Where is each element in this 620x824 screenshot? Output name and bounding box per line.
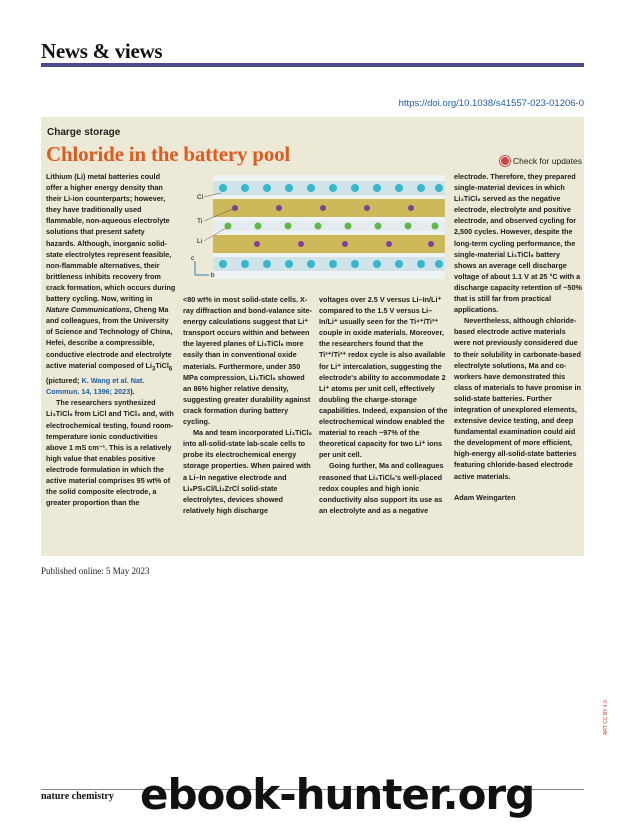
col2-paragraph-1: <80 wt% in most solid-state cells. X-ray diffraction and bond-valance site-energy calculations suggest that Li⁺ transport occurs within and between the layered planes of Li₃TiCl₆ more easily than in conventional oxide materials. Furthermore, under 350 MPa compression, Li₃TiCl₆ showed an 86% higher relative density, suggesting greater durability against crack formation during battery cycling. [183, 295, 312, 427]
article-column-3 [319, 294, 449, 516]
axis-c-label: c [191, 255, 195, 262]
doi-link[interactable]: https://doi.org/10.1038/s41557-023-01206-0 [398, 98, 584, 109]
col1-text-a: Lithium (Li) metal batteries could offer a higher energy density than their Li-ion counterparts; however, they have traditionally used flammable, non-aqueous electrolyte solutions that present safety hazards. Although, inorganic solid-state electrolytes represent feasible, non-flammable alternatives, their brittleness inhibits recovery from crack formation, which occurs during battery cycling. Now, writing in [46, 172, 176, 304]
article-column-2 [183, 294, 313, 516]
section-label: News & views [41, 39, 163, 63]
col1-text-b: , Cheng Ma and colleagues, from the University of Science and Technology of China, Hefei, describe a compressible, conductive electrode and electrolyte active material composed of Li [46, 305, 173, 370]
published-date: Published online: 5 May 2023 [41, 566, 150, 576]
article-title: Chloride in the battery pool [46, 142, 291, 166]
col3-paragraph-2: Going further, Ma and colleagues reasoned that Li₃TiCl₆'s well-placed redox couples and high ionic conductivity also support its use as an electrolyte and as a negative [319, 461, 444, 515]
cl-label: Cl [197, 194, 204, 201]
check-updates-icon [500, 156, 510, 166]
col2-paragraph-2: Ma and team incorporated Li₃TiCl₆ into all-solid-state lab-scale cells to probe its electrochemical energy storage properties. When paired with a Li–In negative electrode and Li₆PS₅Cl/Li₂ZrCl solid-state electrolytes, devices showed relatively high discharge [183, 428, 312, 515]
article-column-4 [454, 171, 584, 503]
cl-layer-top [213, 181, 445, 195]
ti-label: Ti [197, 218, 203, 225]
col1-text-d: (pictured; [46, 376, 82, 386]
check-updates-button[interactable] [500, 156, 582, 166]
article-column-1: Lithium (Li) metal batteries could offer a higher energy density than their Li-ion counterparts; however, they have traditionally used flammable, non-aqueous electrolyte solutions that present safety hazards. Although, inorganic solid-state electrolytes represent feasible, non-flammable alternatives, their brittleness inhibits recovery from crack formation, which occurs during battery cycling. Now, writing in Nature Communications, Cheng Ma and colleagues, from the University of Science and Technology of China, Hefei, describe a compressible, conductive electrode and electrolyte active material composed of $Li_3TiCl_6$ (pictured; K. Wang et al. Nat. Commun. 14, 1396; 2023). The researchers synthesized Li₃TiCl₆ from LiCl and TiCl₃ and, with electrochemical testing, found room-temperature ionic conductivities above 1 mS cm⁻¹. This is a relatively high value that enables positive electrode formulation in which the active material comprises 95 wt% of the solid composite electrode, a greater proportion than the [46, 172, 176, 508]
col1-paragraph-2: The researchers synthesized Li₃TiCl₆ from LiCl and TiCl₃ and, with electrochemical testing, found room-temperature ionic conductivities above 1 mS cm⁻¹. This is a relatively high value that enables positive electrode formulation in which the active material comprises 95 wt% of the solid composite electrode, a greater proportion than the [46, 398, 174, 508]
ti-layer-upper [213, 199, 445, 217]
col1-text-c: TiCl [155, 360, 169, 370]
journal-name: nature chemistry [41, 791, 114, 802]
crystal-structure-image [183, 171, 449, 282]
axis-b-label: b [211, 272, 215, 279]
watermark: ebook-hunter.org [140, 770, 535, 819]
crystal-structure-figure [183, 171, 449, 282]
col4-paragraph-2: Nevertheless, although chloride-based electrode active materials were not previously considered due to their solubility in carbonate-based electrolyte solutions, Ma and co-workers have demonstrated this class of materials to have promise in solid-state batteries. Further integration of unexplored elements, extensive device testing, and deep fundamental examination could aid the development of more efficient, high-energy all-solid-state batteries featuring chloride-based electrode active materials. [454, 316, 581, 481]
col4-paragraph-1: electrode. Therefore, they prepared single-material devices in which Li₃TiCl₆ served as the negative electrode, electrolyte and positive electrode, and observed cycling for 2,500 cycles. However, despite the long-term cycling performance, the single-material Li₃TiCl₆ battery shows an average cell discharge voltage of about 1.1 V at 25 °C with a discharge capacity retention of ~50% that is still far from practical applications. [454, 172, 582, 315]
li-label: Li [197, 238, 203, 245]
col1-text-e: ). [130, 387, 135, 397]
article-topic: Charge storage [47, 127, 121, 138]
axis-indicator [191, 255, 215, 279]
cl-layer-bottom [213, 257, 445, 271]
ti-layer-lower [213, 235, 445, 253]
citation-link[interactable]: K. Wang et al. Nat. Commun. 14, 1396; 2023 [46, 376, 145, 397]
li-layer [213, 221, 445, 231]
license-label: ART CC BY 4.0 [603, 700, 609, 735]
header-rule [41, 63, 584, 67]
journal-reference: Nature Communications [46, 305, 130, 315]
col3-paragraph-1: voltages over 2.5 V versus Li–In/Li⁺ compared to the 1.5 V versus Li–In/Li⁺ usually seen for the Ti⁴⁺/Ti³⁺ couple in oxide materials. Moreover, the researchers found that the Ti²⁺/Ti³⁺ redox cycle is also available for Li⁺ intercalation, suggesting the electrode's ability to accommodate 2 Li⁺ atoms per unit cell, effectively doubling the charge-storage capabilities. Indeed, expansion of the electrochemical window enabled the material to reach ~97% of the theoretical capacity for two Li⁺ ions per unit cell. [319, 295, 448, 460]
check-updates-label: Check for updates [513, 156, 582, 166]
author-name: Adam Weingarten [454, 492, 516, 502]
